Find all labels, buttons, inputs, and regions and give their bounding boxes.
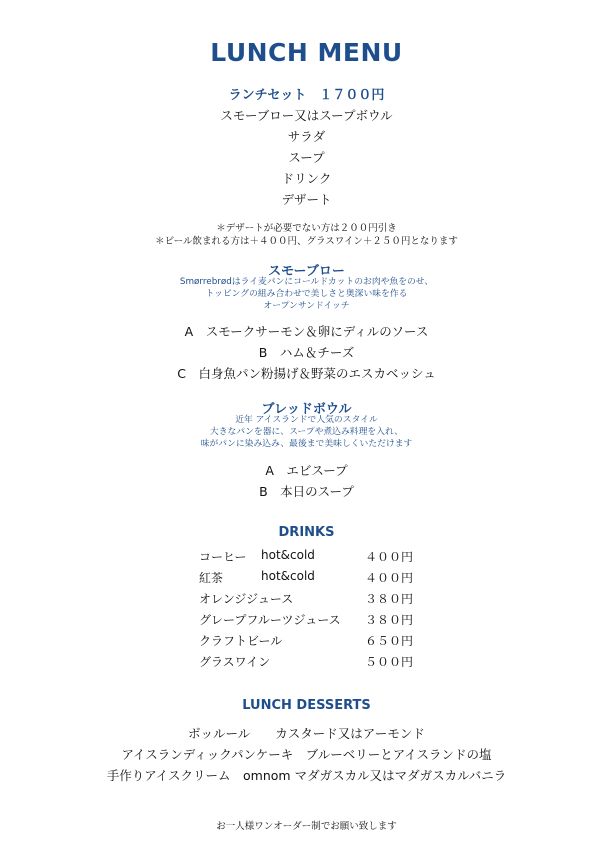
drink-name: 紅茶 [199, 571, 224, 585]
desserts-heading: LUNCH DESSERTS [242, 698, 371, 713]
dessert-item: アイスランディックパンケーキ ブルーベリーとアイスランドの塩 [121, 747, 492, 762]
bread-bowl-item: B 本日のスープ [259, 484, 354, 499]
bread-bowl-description: 大きなパンを器に、スープや煮込み料理を入れ、 [209, 427, 404, 437]
drink-price: ４００円 [365, 571, 414, 585]
drink-price: ５００円 [365, 655, 414, 669]
drinks-list [199, 548, 439, 674]
smorrebrod-description: Smørrebrødはライ麦パンにコールドカットのお肉や魚をのせ、 [179, 277, 434, 287]
drink-name: クラフトビール [199, 634, 283, 648]
page-title: LUNCH MENU [210, 38, 403, 67]
smorrebrod-description: オープンサンドイッチ [263, 301, 350, 311]
smorrebrod-heading: スモーブロー [268, 264, 345, 279]
drink-row [199, 590, 439, 611]
smorrebrod-item: A スモークサーモン＆卵にディルのソース [184, 324, 429, 339]
drink-row [199, 653, 439, 674]
bread-bowl-description: 味がパンに染み込み、最後まで美味しくいただけます [200, 439, 413, 449]
smorrebrod-item: C 白身魚パン粉揚げ＆野菜のエスカベッシュ [177, 366, 436, 381]
drink-price: ３８０円 [365, 613, 414, 627]
lunch-set-heading: ランチセット １７００円 [228, 88, 385, 103]
lunch-set-note: ＊ビール飲まれる方は＋４００円、グラスワイン＋２５０円となります [155, 236, 458, 247]
bread-bowl-description: 近年 アイスランドで人気のスタイル [235, 415, 378, 425]
smorrebrod-item: B ハム＆チーズ [258, 345, 355, 360]
drink-name: グラスワイン [199, 655, 271, 669]
lunch-set-item: サラダ [287, 129, 326, 144]
lunch-set-item: ドリンク [281, 171, 332, 186]
bread-bowl-item: A エビスープ [265, 463, 348, 478]
drinks-heading: DRINKS [278, 525, 335, 540]
dessert-item: ボッルール カスタード又はアーモンド [188, 726, 425, 741]
drink-row [199, 632, 439, 653]
lunch-set-item: スープ [288, 150, 325, 165]
drink-name: コーヒー [199, 550, 247, 564]
drink-price: ４００円 [365, 550, 414, 564]
drink-row [199, 548, 439, 569]
lunch-set-item: デザート [281, 192, 332, 207]
drink-name: グレープフルーツジュース [199, 613, 341, 627]
bread-bowl-heading: ブレッドボウル [261, 402, 352, 417]
lunch-set-item: スモーブロー又はスープボウル [220, 108, 393, 123]
drink-name: オレンジジュース [199, 592, 294, 606]
footer-note: お一人様ワンオーダー制でお願い致します [216, 821, 397, 832]
drink-price: ６５０円 [365, 634, 414, 648]
smorrebrod-description: トッピングの組み合わせで美しさと奥深い味を作る [205, 289, 408, 299]
drink-row [199, 611, 439, 632]
drink-row [199, 569, 439, 590]
dessert-item: 手作りアイスクリーム omnom マダガスカル又はマダガスカルバニラ [106, 768, 507, 783]
drink-type: hot&cold [261, 548, 315, 562]
drink-price: ３８０円 [365, 592, 414, 606]
lunch-set-note: ＊デザートが必要でない方は２００円引き [216, 223, 397, 234]
drink-type: hot&cold [261, 569, 315, 583]
